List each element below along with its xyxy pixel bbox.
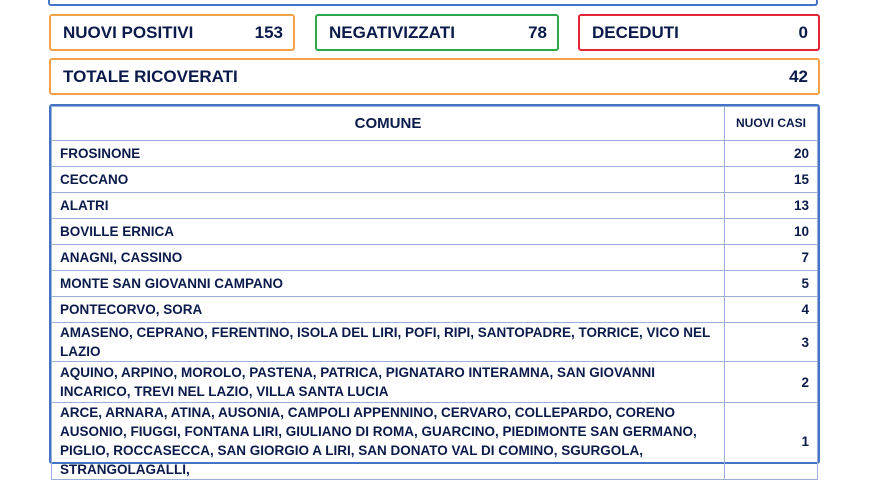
- casi-cell: 3: [725, 323, 818, 362]
- totale-ricoverati-value: 42: [789, 66, 808, 86]
- table-row: [52, 323, 818, 362]
- casi-cell: 10: [725, 219, 818, 245]
- comune-header: COMUNE: [52, 107, 725, 141]
- negativizzati-box: [315, 14, 559, 51]
- table-row: [52, 167, 818, 193]
- nuovi-positivi-value: 153: [254, 22, 283, 42]
- comune-cell: FROSINONE: [52, 141, 725, 167]
- totale-ricoverati-box: [49, 58, 820, 95]
- casi-cell: 7: [725, 245, 818, 271]
- casi-cell: 15: [725, 167, 818, 193]
- table-row: [52, 245, 818, 271]
- casi-cell: 4: [725, 297, 818, 323]
- table-row: [52, 193, 818, 219]
- comune-cell: AMASENO, CEPRANO, FERENTINO, ISOLA DEL LIRI, POFI, RIPI, SANTOPADRE, TORRICE, VICO NEL LAZIO: [52, 323, 725, 362]
- comune-cell: AQUINO, ARPINO, MOROLO, PASTENA, PATRICA, PIGNATARO INTERAMNA, SAN GIOVANNI INCARICO, TREVI NEL LAZIO, VILLA SANTA LUCIA: [52, 362, 725, 403]
- comune-cell: ANAGNI, CASSINO: [52, 245, 725, 271]
- casi-cell: 13: [725, 193, 818, 219]
- table-row: [52, 219, 818, 245]
- casi-cell: 5: [725, 271, 818, 297]
- deceduti-box: [578, 14, 820, 51]
- table-row: [52, 271, 818, 297]
- comune-cell: ARCE, ARNARA, ATINA, AUSONIA, CAMPOLI APPENNINO, CERVARO, COLLEPARDO, CORENO AUSONIO, FIUGGI, FONTANA LIRI, GIULIANO DI ROMA, GUARCINO, PIEDIMONTE SAN GERMANO, PIGLIO, ROCCASECCA, SAN GIORGIO A LIRI, SAN DONATO VAL DI COMINO, SGURGOLA, STRANGOLAGALLI,: [52, 403, 725, 480]
- comune-cell: ALATRI: [52, 193, 725, 219]
- negativizzati-value: 78: [528, 22, 547, 42]
- table-row: [52, 297, 818, 323]
- comune-cell: MONTE SAN GIOVANNI CAMPANO: [52, 271, 725, 297]
- table-header-row: [52, 107, 818, 141]
- table-row: [52, 403, 818, 480]
- negativizzati-label: NEGATIVIZZATI: [329, 22, 455, 42]
- comune-cell: BOVILLE ERNICA: [52, 219, 725, 245]
- totale-ricoverati-label: TOTALE RICOVERATI: [63, 66, 238, 86]
- casi-cell: 20: [725, 141, 818, 167]
- header-panel-border: [48, 0, 818, 6]
- comuni-table: [49, 104, 820, 477]
- deceduti-label: DECEDUTI: [592, 22, 679, 42]
- deceduti-value: 0: [798, 22, 808, 42]
- table-row: [52, 141, 818, 167]
- nuovi-positivi-box: [49, 14, 295, 51]
- comune-cell: PONTECORVO, SORA: [52, 297, 725, 323]
- table-row: [52, 362, 818, 403]
- nuovi-positivi-label: NUOVI POSITIVI: [63, 22, 194, 42]
- nuovi-casi-header: NUOVI CASI: [725, 107, 818, 141]
- comune-cell: CECCANO: [52, 167, 725, 193]
- casi-cell: 1: [725, 403, 818, 480]
- casi-cell: 2: [725, 362, 818, 403]
